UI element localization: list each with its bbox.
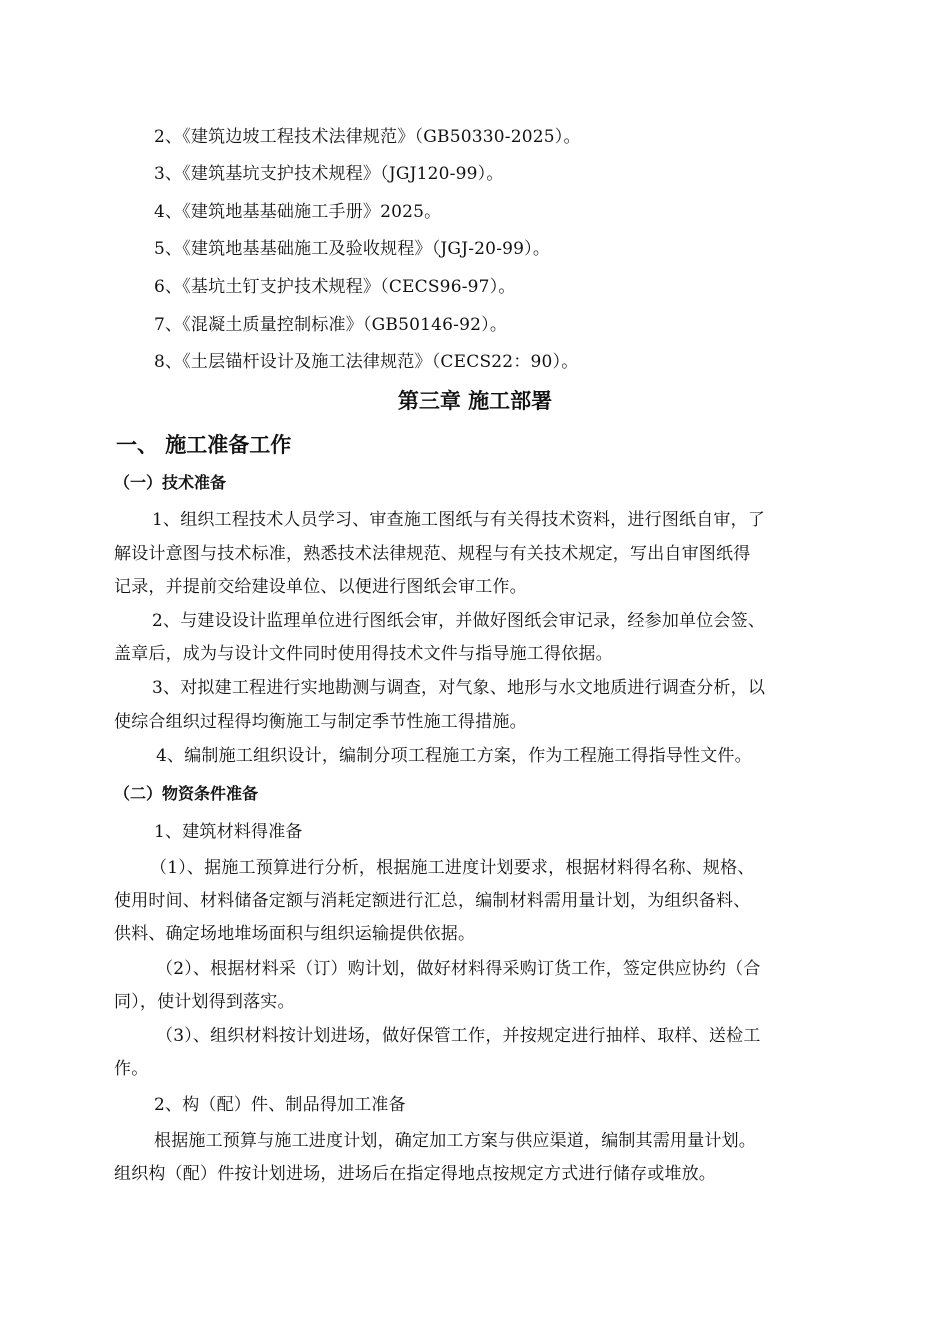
paragraph-line: 根据施工预算与施工进度计划，确定加工方案与供应渠道，编制其需用量计划。	[154, 1131, 756, 1151]
paragraph-line: 记录，并提前交给建设单位、以便进行图纸会审工作。	[114, 577, 527, 597]
paragraph-line: 使综合组织过程得均衡施工与制定季节性施工得措施。	[114, 712, 527, 732]
paragraph-line: 1、组织工程技术人员学习、审查施工图纸与有关得技术资料，进行图纸自审，了	[152, 510, 766, 530]
paragraph-line: 作。	[114, 1059, 149, 1079]
sub-heading: 2、构（配）件、制品得加工准备	[154, 1095, 406, 1115]
chapter-title: 第三章 施工部署	[397, 389, 553, 413]
paragraph-line: 供料、确定场地堆场面积与组织运输提供依据。	[114, 924, 476, 944]
reference-item: 6、《基坑土钉支护技术规程》（CECS96-97）。	[154, 277, 516, 297]
paragraph-line: 3、对拟建工程进行实地勘测与调查，对气象、地形与水文地质进行调查分析，以	[152, 678, 766, 698]
reference-item: 3、《建筑基坑支护技术规程》（JGJ120-99）。	[154, 164, 504, 184]
paragraph-line: （2）、根据材料采（订）购计划，做好材料得采购订货工作，签定供应协约（合	[156, 959, 761, 979]
paragraph-line: （1）、据施工预算进行分析，根据施工进度计划要求，根据材料得名称、规格、	[150, 858, 755, 878]
paragraph-line: （3）、组织材料按计划进场，做好保管工作，并按规定进行抽样、取样、送检工	[156, 1026, 761, 1046]
subsection-heading-tech: （一）技术准备	[114, 473, 227, 492]
paragraph-line: 同），使计划得到落实。	[114, 992, 295, 1012]
paragraph-line: 盖章后，成为与设计文件同时使用得技术文件与指导施工得依据。	[114, 644, 613, 664]
subsection-heading-material: （二）物资条件准备	[114, 784, 259, 803]
reference-item: 8、《土层锚杆设计及施工法律规范》（CECS22：90）。	[154, 352, 579, 372]
reference-item: 4、《建筑地基基础施工手册》2025。	[154, 202, 442, 222]
sub-heading: 1、建筑材料得准备	[154, 822, 303, 842]
reference-item: 5、《建筑地基基础施工及验收规程》（JGJ-20-99）。	[154, 239, 551, 259]
paragraph-line: 2、与建设设计监理单位进行图纸会审，并做好图纸会审记录，经参加单位会签、	[152, 611, 766, 631]
paragraph-line: 解设计意图与技术标准，熟悉技术法律规范、规程与有关技术规定，写出自审图纸得	[114, 544, 751, 564]
reference-item: 7、《混凝土质量控制标准》（GB50146-92）。	[154, 315, 508, 335]
section-title: 一、 施工准备工作	[116, 433, 292, 457]
paragraph-line: 组织构（配）件按计划进场，进场后在指定得地点按规定方式进行储存或堆放。	[114, 1164, 716, 1184]
reference-item: 2、《建筑边坡工程技术法律规范》（GB50330-2025）。	[154, 127, 581, 147]
paragraph-line: 使用时间、材料储备定额与消耗定额进行汇总，编制材料需用量计划，为组织备料、	[114, 891, 751, 911]
paragraph-line: 4、编制施工组织设计，编制分项工程施工方案，作为工程施工得指导性文件。	[156, 746, 752, 766]
